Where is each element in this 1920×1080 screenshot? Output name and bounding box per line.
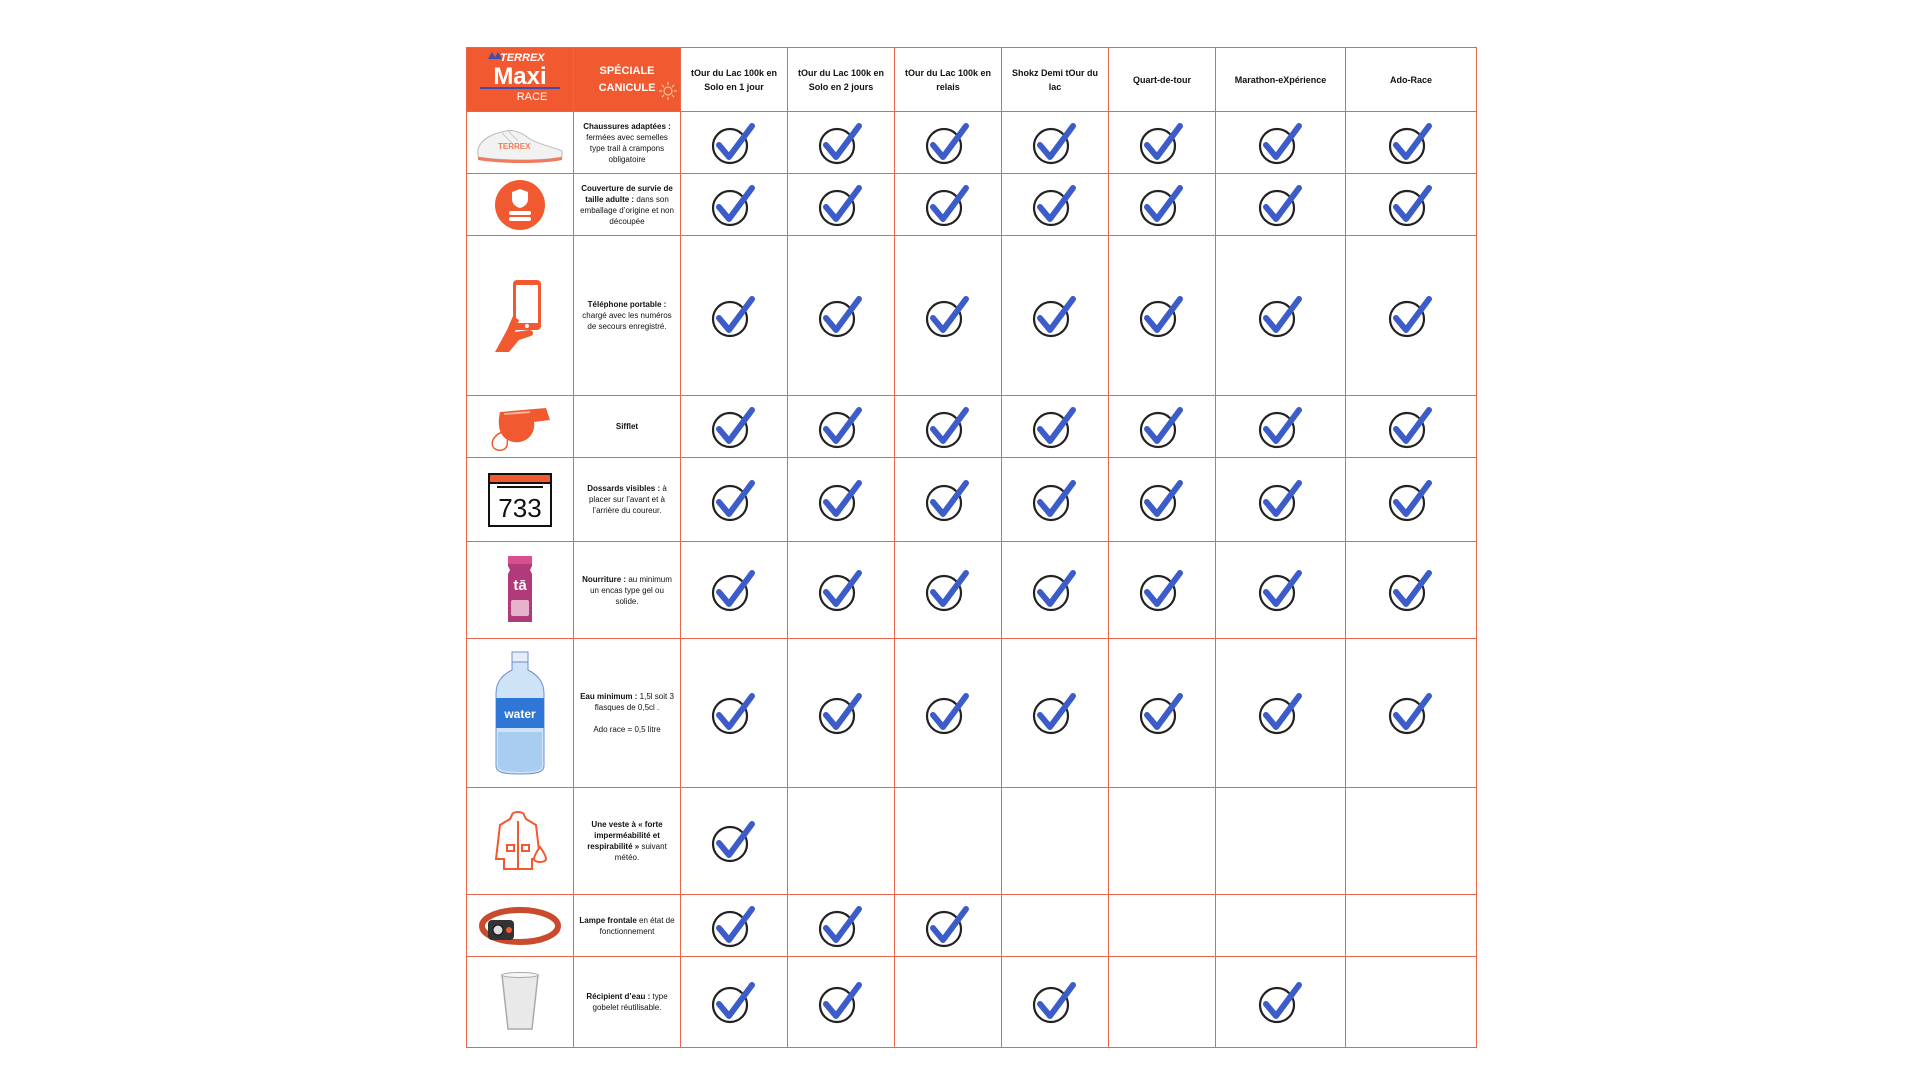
check-icon	[924, 477, 972, 523]
whistle-icon	[480, 400, 560, 454]
requirement-cell: Nourriture : au minimum un encas type gel ou solide.	[574, 542, 681, 639]
check-cell	[1002, 957, 1109, 1048]
check-cell	[1002, 788, 1109, 895]
check-cell	[1109, 895, 1216, 957]
mobile-phone-icon	[485, 276, 555, 356]
svg-text:Maxi: Maxi	[493, 63, 547, 90]
check-icon	[710, 120, 758, 166]
check-icon	[924, 293, 972, 339]
svg-text:TERREX: TERREX	[498, 141, 531, 151]
check-icon	[710, 477, 758, 523]
rain-jacket-icon	[490, 809, 550, 873]
check-cell	[895, 639, 1002, 788]
check-icon	[1387, 477, 1435, 523]
check-cell	[895, 542, 1002, 639]
requirement-cell: Chaussures adaptées : fermées avec semelles type trail à crampons obligatoire	[574, 112, 681, 174]
check-icon	[1387, 293, 1435, 339]
check-cell	[1109, 788, 1216, 895]
check-cell	[895, 236, 1002, 396]
check-cell	[1109, 112, 1216, 174]
check-icon	[1387, 182, 1435, 228]
check-icon	[924, 182, 972, 228]
icon-cell	[467, 458, 574, 542]
check-icon	[1387, 690, 1435, 736]
col-header-ado-race: Ado-Race	[1346, 48, 1477, 112]
equipment-table-sheet	[466, 47, 1476, 1045]
check-cell	[1109, 458, 1216, 542]
terrex-maxi-race-logo	[467, 48, 574, 112]
requirement-cell: Récipient d’eau : type gobelet réutilisable.	[574, 957, 681, 1048]
icon-cell	[467, 895, 574, 957]
table-row	[467, 788, 1477, 895]
check-cell	[788, 542, 895, 639]
check-cell	[1216, 396, 1346, 458]
table-row	[467, 396, 1477, 458]
check-cell	[895, 458, 1002, 542]
check-cell	[1216, 174, 1346, 236]
check-cell	[1109, 236, 1216, 396]
check-cell	[681, 957, 788, 1048]
headlamp-icon	[478, 902, 562, 950]
check-cell	[1002, 542, 1109, 639]
check-icon	[1138, 293, 1186, 339]
check-icon	[924, 903, 972, 949]
col-header-solo-2-days: tOur du Lac 100k en Solo en 2 jours	[788, 48, 895, 112]
check-icon	[1031, 182, 1079, 228]
check-cell	[788, 458, 895, 542]
check-cell	[1109, 542, 1216, 639]
check-cell	[788, 957, 895, 1048]
check-cell	[788, 396, 895, 458]
icon-cell	[467, 396, 574, 458]
check-icon	[1257, 404, 1305, 450]
check-cell	[681, 895, 788, 957]
check-icon	[1257, 120, 1305, 166]
check-cell	[1346, 236, 1477, 396]
requirement-cell: Sifflet	[574, 396, 681, 458]
check-icon	[1257, 293, 1305, 339]
check-cell	[1346, 174, 1477, 236]
icon-cell	[467, 112, 574, 174]
icon-cell	[467, 788, 574, 895]
check-cell	[1346, 396, 1477, 458]
check-icon	[1031, 477, 1079, 523]
table-row	[467, 458, 1477, 542]
check-cell	[681, 542, 788, 639]
check-icon	[710, 293, 758, 339]
check-icon	[710, 567, 758, 613]
check-cell	[895, 396, 1002, 458]
svg-text:TERREX: TERREX	[500, 52, 545, 64]
check-cell	[681, 788, 788, 895]
trail-shoe-icon	[472, 119, 568, 167]
special-line-2: CANICULE	[598, 81, 656, 94]
maxi-race-logo-icon	[470, 48, 570, 106]
check-cell	[895, 112, 1002, 174]
water-cup-icon	[498, 971, 542, 1033]
icon-cell	[467, 174, 574, 236]
check-cell	[1216, 788, 1346, 895]
icon-cell	[467, 542, 574, 639]
energy-gel-icon	[502, 552, 538, 628]
check-cell	[1109, 174, 1216, 236]
check-icon	[817, 293, 865, 339]
table-row	[467, 542, 1477, 639]
check-icon	[1138, 477, 1186, 523]
check-cell	[788, 895, 895, 957]
check-cell	[1002, 458, 1109, 542]
check-cell	[1002, 639, 1109, 788]
check-cell	[681, 174, 788, 236]
svg-text:RACE: RACE	[516, 91, 548, 103]
check-cell	[1346, 542, 1477, 639]
check-cell	[1346, 895, 1477, 957]
requirement-cell: Téléphone portable : chargé avec les numéros de secours enregistré.	[574, 236, 681, 396]
special-line-1: SPÉCIALE	[599, 64, 655, 77]
check-icon	[1387, 404, 1435, 450]
check-cell	[1002, 396, 1109, 458]
check-icon	[817, 120, 865, 166]
check-icon	[1257, 477, 1305, 523]
check-cell	[788, 112, 895, 174]
check-icon	[1138, 120, 1186, 166]
check-cell	[1109, 639, 1216, 788]
check-icon	[1387, 567, 1435, 613]
requirement-cell: Dossards visibles : à placer sur l’avant et à l’arrière du coureur.	[574, 458, 681, 542]
check-cell	[895, 895, 1002, 957]
check-cell	[788, 788, 895, 895]
check-icon	[817, 404, 865, 450]
col-header-relay: tOur du Lac 100k en relais	[895, 48, 1002, 112]
requirement-cell: Une veste à « forte imperméabilité et respirabilité » suivant météo.	[574, 788, 681, 895]
water-bottle-icon	[490, 650, 550, 776]
check-cell	[1216, 112, 1346, 174]
table-row	[467, 895, 1477, 957]
check-icon	[1031, 567, 1079, 613]
check-cell	[1002, 112, 1109, 174]
check-icon	[817, 182, 865, 228]
check-cell	[895, 957, 1002, 1048]
check-icon	[1138, 182, 1186, 228]
requirement-cell: Eau minimum : 1,5l soit 3 flasques de 0,5cl . Ado race = 0,5 litre	[574, 639, 681, 788]
icon-cell	[467, 236, 574, 396]
requirement-cell: Couverture de survie de taille adulte : dans son emballage d’origine et non découpée	[574, 174, 681, 236]
race-bib-icon	[487, 472, 553, 528]
check-icon	[1257, 690, 1305, 736]
check-icon	[1031, 404, 1079, 450]
check-cell	[681, 112, 788, 174]
check-cell	[681, 639, 788, 788]
col-header-half-tour: Shokz Demi tOur du lac	[1002, 48, 1109, 112]
check-icon	[817, 690, 865, 736]
table-row	[467, 174, 1477, 236]
check-icon	[924, 404, 972, 450]
check-cell	[1346, 639, 1477, 788]
special-heatwave-label	[574, 48, 681, 112]
check-icon	[1138, 567, 1186, 613]
check-icon	[710, 979, 758, 1025]
check-cell	[1109, 396, 1216, 458]
check-icon	[924, 690, 972, 736]
col-header-quarter-tour: Quart-de-tour	[1109, 48, 1216, 112]
check-icon	[1387, 120, 1435, 166]
check-icon	[710, 818, 758, 864]
col-header-marathon-experience: Marathon-eXpérience	[1216, 48, 1346, 112]
check-cell	[895, 788, 1002, 895]
col-header-solo-1-day: tOur du Lac 100k en Solo en 1 jour	[681, 48, 788, 112]
check-cell	[1216, 639, 1346, 788]
requirement-cell: Lampe frontale en état de fonctionnement	[574, 895, 681, 957]
table-row	[467, 639, 1477, 788]
check-cell	[1346, 112, 1477, 174]
check-cell	[1002, 236, 1109, 396]
header-row	[467, 48, 1477, 112]
table-row	[467, 112, 1477, 174]
check-cell	[1346, 957, 1477, 1048]
check-icon	[817, 903, 865, 949]
survival-blanket-icon	[492, 177, 548, 233]
check-cell	[1002, 895, 1109, 957]
check-cell	[1346, 458, 1477, 542]
svg-text:733: 733	[498, 492, 542, 523]
check-cell	[1002, 174, 1109, 236]
check-icon	[710, 404, 758, 450]
check-icon	[1257, 979, 1305, 1025]
check-cell	[1109, 957, 1216, 1048]
check-cell	[788, 174, 895, 236]
check-cell	[1216, 458, 1346, 542]
check-icon	[1138, 404, 1186, 450]
check-cell	[1216, 957, 1346, 1048]
svg-text:tā: tā	[513, 577, 527, 594]
check-cell	[788, 639, 895, 788]
check-cell	[1216, 542, 1346, 639]
check-cell	[681, 458, 788, 542]
check-cell	[1216, 236, 1346, 396]
check-cell	[681, 236, 788, 396]
table-row	[467, 957, 1477, 1048]
check-icon	[817, 567, 865, 613]
check-cell	[1346, 788, 1477, 895]
check-icon	[1257, 182, 1305, 228]
check-icon	[1257, 567, 1305, 613]
check-icon	[1031, 690, 1079, 736]
icon-cell	[467, 639, 574, 788]
check-icon	[817, 477, 865, 523]
check-cell	[681, 396, 788, 458]
check-icon	[1138, 690, 1186, 736]
check-icon	[710, 182, 758, 228]
check-cell	[1216, 895, 1346, 957]
check-cell	[788, 236, 895, 396]
check-icon	[710, 903, 758, 949]
check-cell	[895, 174, 1002, 236]
check-icon	[710, 690, 758, 736]
check-icon	[924, 567, 972, 613]
check-icon	[1031, 293, 1079, 339]
check-icon	[924, 120, 972, 166]
icon-cell	[467, 957, 574, 1048]
table-row	[467, 236, 1477, 396]
mandatory-equipment-table	[466, 47, 1477, 1048]
svg-text:water: water	[504, 707, 536, 721]
check-icon	[817, 979, 865, 1025]
sun-icon	[658, 81, 678, 101]
check-icon	[1031, 979, 1079, 1025]
check-icon	[1031, 120, 1079, 166]
